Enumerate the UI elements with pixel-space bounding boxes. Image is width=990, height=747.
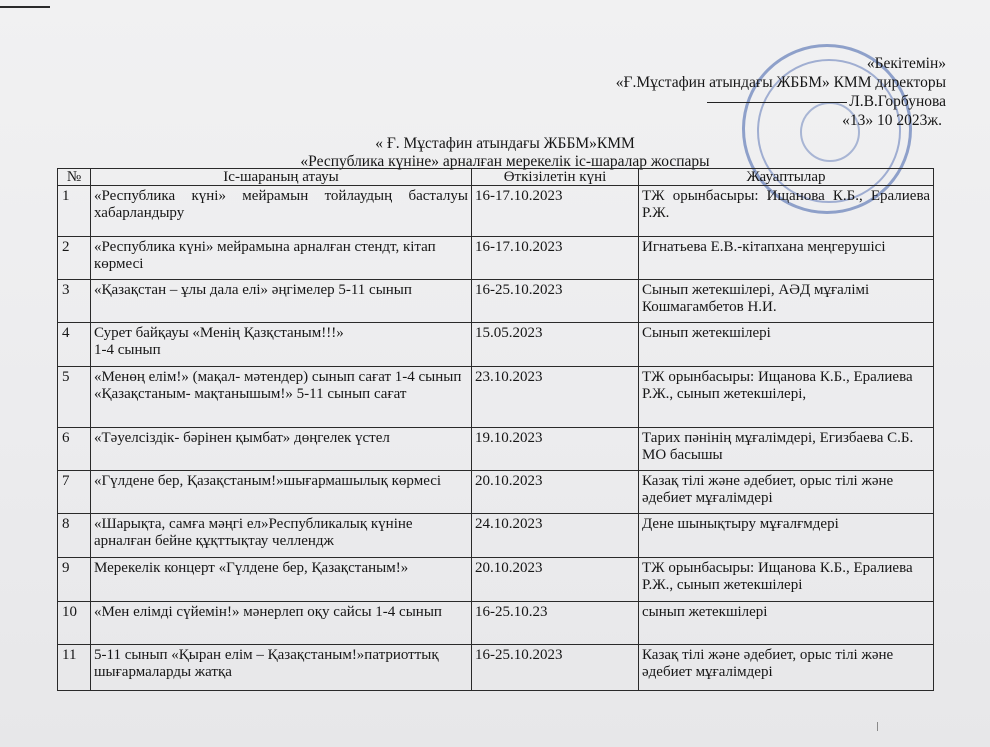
signature-line xyxy=(707,102,847,103)
row-date: 16-25.10.23 xyxy=(472,602,639,645)
row-event-name: «Республика күні» мейрамына арналған стендт, кітап көрмесі xyxy=(91,237,472,280)
approval-day: 13 xyxy=(849,112,866,129)
row-responsible: Тарих пәнінің мұғалімдері, Егизбаева С.Б. МО басышы xyxy=(639,428,934,471)
row-date: 16-25.10.2023 xyxy=(472,645,639,691)
row-number: 6 xyxy=(58,428,91,471)
header-responsible: Жауаптылар xyxy=(639,169,934,186)
row-date: 19.10.2023 xyxy=(472,428,639,471)
row-number: 2 xyxy=(58,237,91,280)
row-number: 7 xyxy=(58,471,91,514)
row-date: 20.10.2023 xyxy=(472,471,639,514)
table-row xyxy=(58,645,934,691)
approval-block xyxy=(616,54,946,130)
row-responsible: Сынып жетекшілері, АӘД мұғалімі Кошмагамбетов Н.И. xyxy=(639,280,934,323)
row-responsible: ТЖ орынбасыры: Ищанова К.Б., Ералиева Р.Ж., сынып жетекшілері xyxy=(639,558,934,602)
row-date: 16-17.10.2023 xyxy=(472,237,639,280)
table-row xyxy=(58,558,934,602)
approval-month: 10 xyxy=(877,112,893,129)
row-number: 10 xyxy=(58,602,91,645)
row-date: 23.10.2023 xyxy=(472,367,639,428)
table-row xyxy=(58,471,934,514)
heading-organization: « Ғ. Мұстафин атындағы ЖББМ»КММ xyxy=(375,135,635,152)
row-date: 16-25.10.2023 xyxy=(472,280,639,323)
row-event-name: «Тәуелсіздік- бәрінен қымбат» дөңгелек үстел xyxy=(91,428,472,471)
page-edge-line xyxy=(0,6,50,8)
approval-title: «Бекітемін» xyxy=(866,55,946,72)
row-number: 3 xyxy=(58,280,91,323)
row-event-name: «Гүлдене бер, Қазақстаным!»шығармашылық көрмесі xyxy=(91,471,472,514)
approval-date: «13» 10 2023ж. xyxy=(842,112,942,129)
header-event-name: Іс-шараның атауы xyxy=(91,169,472,186)
table-row xyxy=(58,186,934,237)
row-responsible: Казақ тілі және әдебиет, орыс тілі және әдебиет мұғалімдері xyxy=(639,471,934,514)
table-row xyxy=(58,367,934,428)
plan-heading xyxy=(0,135,990,171)
events-plan-table xyxy=(57,168,934,691)
table-row xyxy=(58,428,934,471)
row-date: 20.10.2023 xyxy=(472,558,639,602)
page-mark xyxy=(877,722,878,731)
row-date: 15.05.2023 xyxy=(472,323,639,367)
table-row xyxy=(58,514,934,558)
row-event-name: Сурет байқауы «Менің Қазқстаным!!!» 1-4 сынып xyxy=(91,323,472,367)
approval-year: 2023ж. xyxy=(896,112,942,129)
header-date: Өткізілетін күні xyxy=(472,169,639,186)
row-number: 5 xyxy=(58,367,91,428)
row-number: 8 xyxy=(58,514,91,558)
row-event-name: «Қазақстан – ұлы дала елі» әңгімелер 5-11 сынып xyxy=(91,280,472,323)
director-name: Л.В.Горбунова xyxy=(849,93,946,110)
row-event-name: 5-11 сынып «Қыран елім – Қазақстаным!»патриоттық шығармаларды жатқа xyxy=(91,645,472,691)
approval-director-line xyxy=(616,92,946,111)
table-row xyxy=(58,237,934,280)
row-event-name: «Шарықта, самға мәңгі ел»Республикалық күніне арналған бейне құқттықтау челлендж xyxy=(91,514,472,558)
row-date: 24.10.2023 xyxy=(472,514,639,558)
row-event-name: Мерекелік концерт «Гүлдене бер, Қазақстаным!» xyxy=(91,558,472,602)
row-responsible: сынып жетекшілері xyxy=(639,602,934,645)
row-responsible: Дене шынықтыру мұғалғмдері xyxy=(639,514,934,558)
table-row xyxy=(58,323,934,367)
table-header-row xyxy=(58,169,934,186)
approval-organization: «Ғ.Мұстафин атындағы ЖББМ» КММ директоры xyxy=(615,74,946,91)
row-event-name: «Менөң елім!» (мақал- мәтендер) сынып сағат 1-4 сынып «Қазақстаным- мақтанышым!» 5-11 сынып сағат xyxy=(91,367,472,428)
row-number: 4 xyxy=(58,323,91,367)
table-row xyxy=(58,602,934,645)
row-event-name: «Мен елімді сүйемін!» мәнерлеп оқу сайсы 1-4 сынып xyxy=(91,602,472,645)
table-row xyxy=(58,280,934,323)
row-event-name: «Республика күні» мейрамын тойлаудың басталуы хабарландыру xyxy=(91,186,472,237)
row-date: 16-17.10.2023 xyxy=(472,186,639,237)
row-responsible: ТЖ орынбасыры: Ищанова К.Б., Ералиева Р.Ж. xyxy=(639,186,934,237)
row-number: 11 xyxy=(58,645,91,691)
row-responsible: ТЖ орынбасыры: Ищанова К.Б., Ералиева Р.Ж., сынып жетекшілері, xyxy=(639,367,934,428)
row-responsible: Казақ тілі және әдебиет, орыс тілі және әдебиет мұғалімдері xyxy=(639,645,934,691)
header-number: № xyxy=(58,169,91,186)
heading-title: «Республика күніне» арналған мерекелік іс-шаралар жоспары xyxy=(300,153,710,170)
row-responsible: Сынып жетекшілері xyxy=(639,323,934,367)
row-number: 1 xyxy=(58,186,91,237)
row-number: 9 xyxy=(58,558,91,602)
row-responsible: Игнатьева Е.В.-кітапхана меңгерушісі xyxy=(639,237,934,280)
